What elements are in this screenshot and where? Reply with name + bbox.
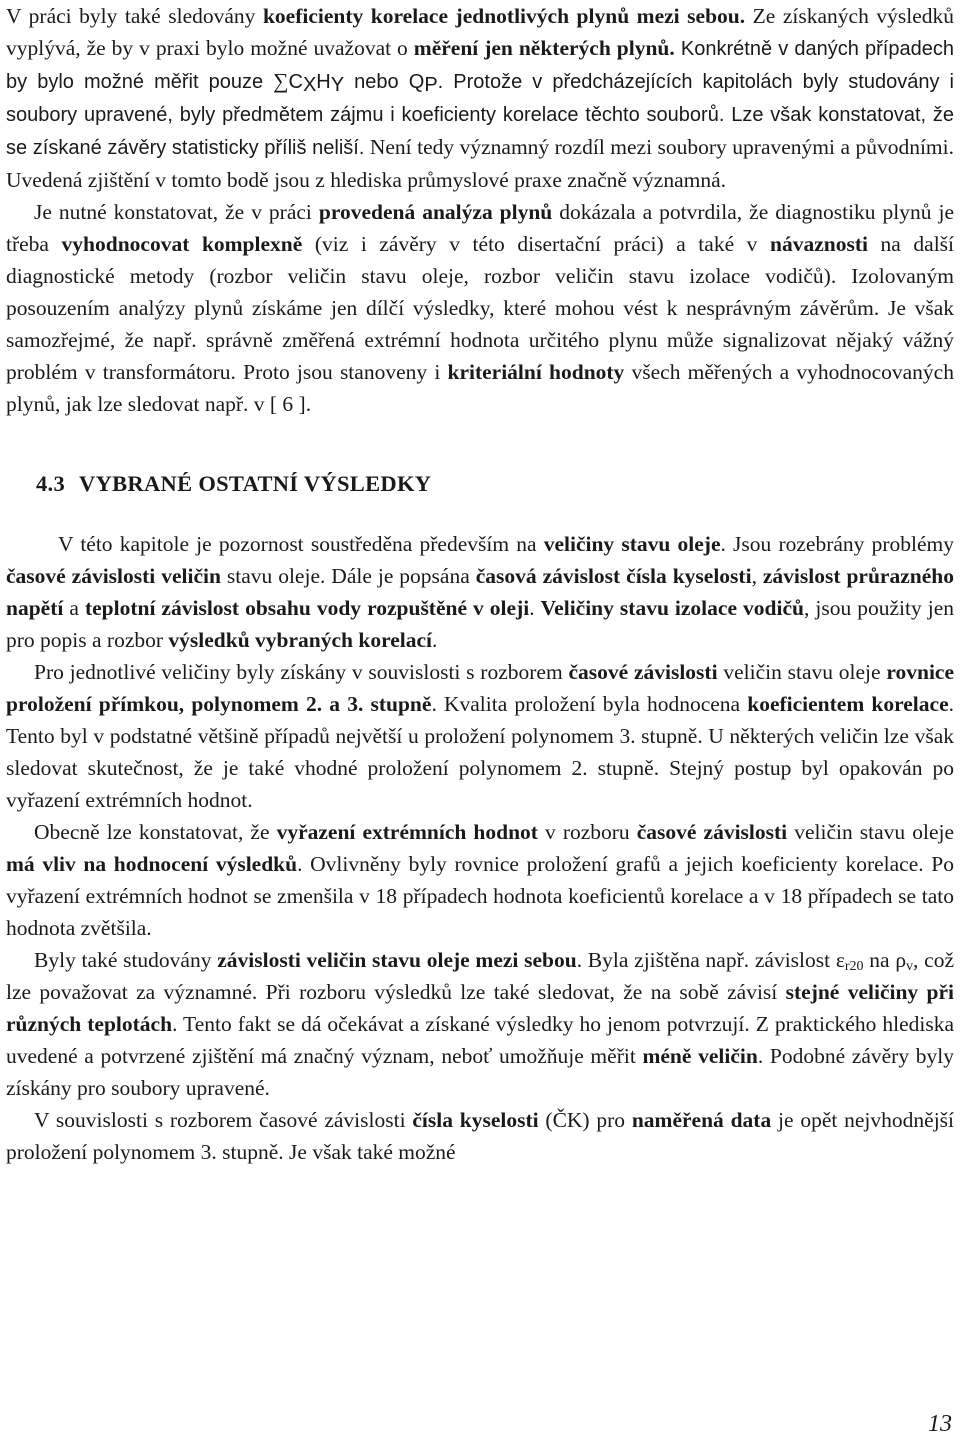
paragraph-dependencies: Byly také studovány závislosti veličin stavu oleje mezi sebou. Byla zjištěna např. závislost $\varepsilon_{r20}$ na $\rho_v$, což lze považovat za významné. Při rozboru výsledků lze také sledovat, že na sobě závisí stejné veličiny při různých teplotách. Tento fakt se dá očekávat a získané výsledky ho jenom potvrzují. Z praktického hlediska uvedené a potvrzené zjištění má značný význam, neboť umožňuje měřit méně veličin. Podobné závěry byly získány pro soubory upravené. — [6, 948, 955, 1100]
page-number: 13 — [928, 1411, 952, 1437]
paragraph-regression: Pro jednotlivé veličiny byly získány v souvislosti s rozborem časové závislosti veličin stavu oleje rovnice proložení přímkou, polynomem 2. a 3. stupně. Kvalita proložení byla hodnocena koeficientem korelace. Tento byl v podstatné většině případů největší u proložení polynomem 3. stupně. U některých veličin lze však sledovat skutečnost, že je také vhodné proložení polynomem 2. stupně. Stejný postup byl opakován po vyřazení extrémních hodnot. — [6, 660, 955, 812]
paragraph-extreme-values: Obecně lze konstatovat, že vyřazení extrémních hodnot v rozboru časové závislosti veličin stavu oleje má vliv na hodnocení výsledků. Ovlivněny byly rovnice proložení grafů a jejich koeficienty korelace. Po vyřazení extrémních hodnot se zmenšila v 18 případech hodnota koeficientů korelace a v 18 případech se tato hodnota zvětšila. — [6, 820, 955, 940]
symbol-epsilon: ε — [835, 948, 845, 972]
sum-symbol: ∑ — [273, 69, 289, 93]
paragraph-oil-quantities: V této kapitole je pozornost soustředěna především na veličiny stavu oleje. Jsou rozebrány problémy časové závislosti veličin stavu oleje. Dále je popsána časová závislost čísla kyselosti, závislost průrazného napětí a teplotní závislost obsahu vody rozpuštěné v oleji. Veličiny stavu izolace vodičů, jsou použity jen pro popis a rozbor výsledků vybraných korelací. — [6, 532, 954, 652]
formula-cx: C — [288, 71, 303, 93]
section-title: VYBRANÉ OSTATNÍ VÝSLEDKY — [79, 471, 432, 496]
paragraph-acidity: V souvislosti s rozborem časové závislosti čísla kyselosti (ČK) pro naměřená data je opět nejvhodnější proložení polynomem 3. stupně. Je však také možné — [6, 1108, 955, 1164]
formula-hy: H — [316, 71, 331, 93]
paragraph-gas-correlation: V práci byly také sledovány koeficienty korelace jednotlivých plynů mezi sebou. Ze získaných výsledků vyplývá, že by v praxi bylo možné uvažovat o měření jen některých plynů. Konkrétně v daných případech by bylo možné měřit pouze $\sum C_XH_Y$ nebo $Q_P$. Protože v předcházejících kapitolách byly studovány i soubory upravené, byly předmětem zájmu i koeficienty korelace těchto souborů. Lze však konstatovat, že se získané závěry statisticky příliš neliší. Není tedy významný rozdíl mezi soubory upravenými a původními. Uvedená zjištění v tomto bodě jsou z hlediska průmyslové praxe značně významná. — [6, 4, 955, 192]
section-number: 4.3 — [36, 471, 66, 496]
symbol-rho: ρ — [895, 948, 907, 972]
document-page — [6, 0, 954, 1168]
paragraph-gas-analysis: Je nutné konstatovat, že v práci provedená analýza plynů dokázala a potvrdila, že diagnostiku plynů je třeba vyhodnocovat komplexně (viz i závěry v této disertační práci) a také v návaznosti na další diagnostické metody (rozbor veličin stavu oleje, rozbor veličin stavu izolace vodičů). Izolovaným posouzením analýzy plynů získáme jen dílčí výsledky, které mohou vést k nesprávným závěrům. Je však samozřejmé, že např. správně změřená extrémní hodnota určitého plynu může signalizovat nějaký vážný problém v transformátoru. Proto jsou stanoveny i kriteriální hodnoty všech měřených a vyhodnocovaných plynů, jak lze sledovat např. v [ 6 ]. — [6, 200, 955, 416]
section-heading — [6, 468, 954, 500]
formula-qp: Q — [408, 71, 425, 93]
